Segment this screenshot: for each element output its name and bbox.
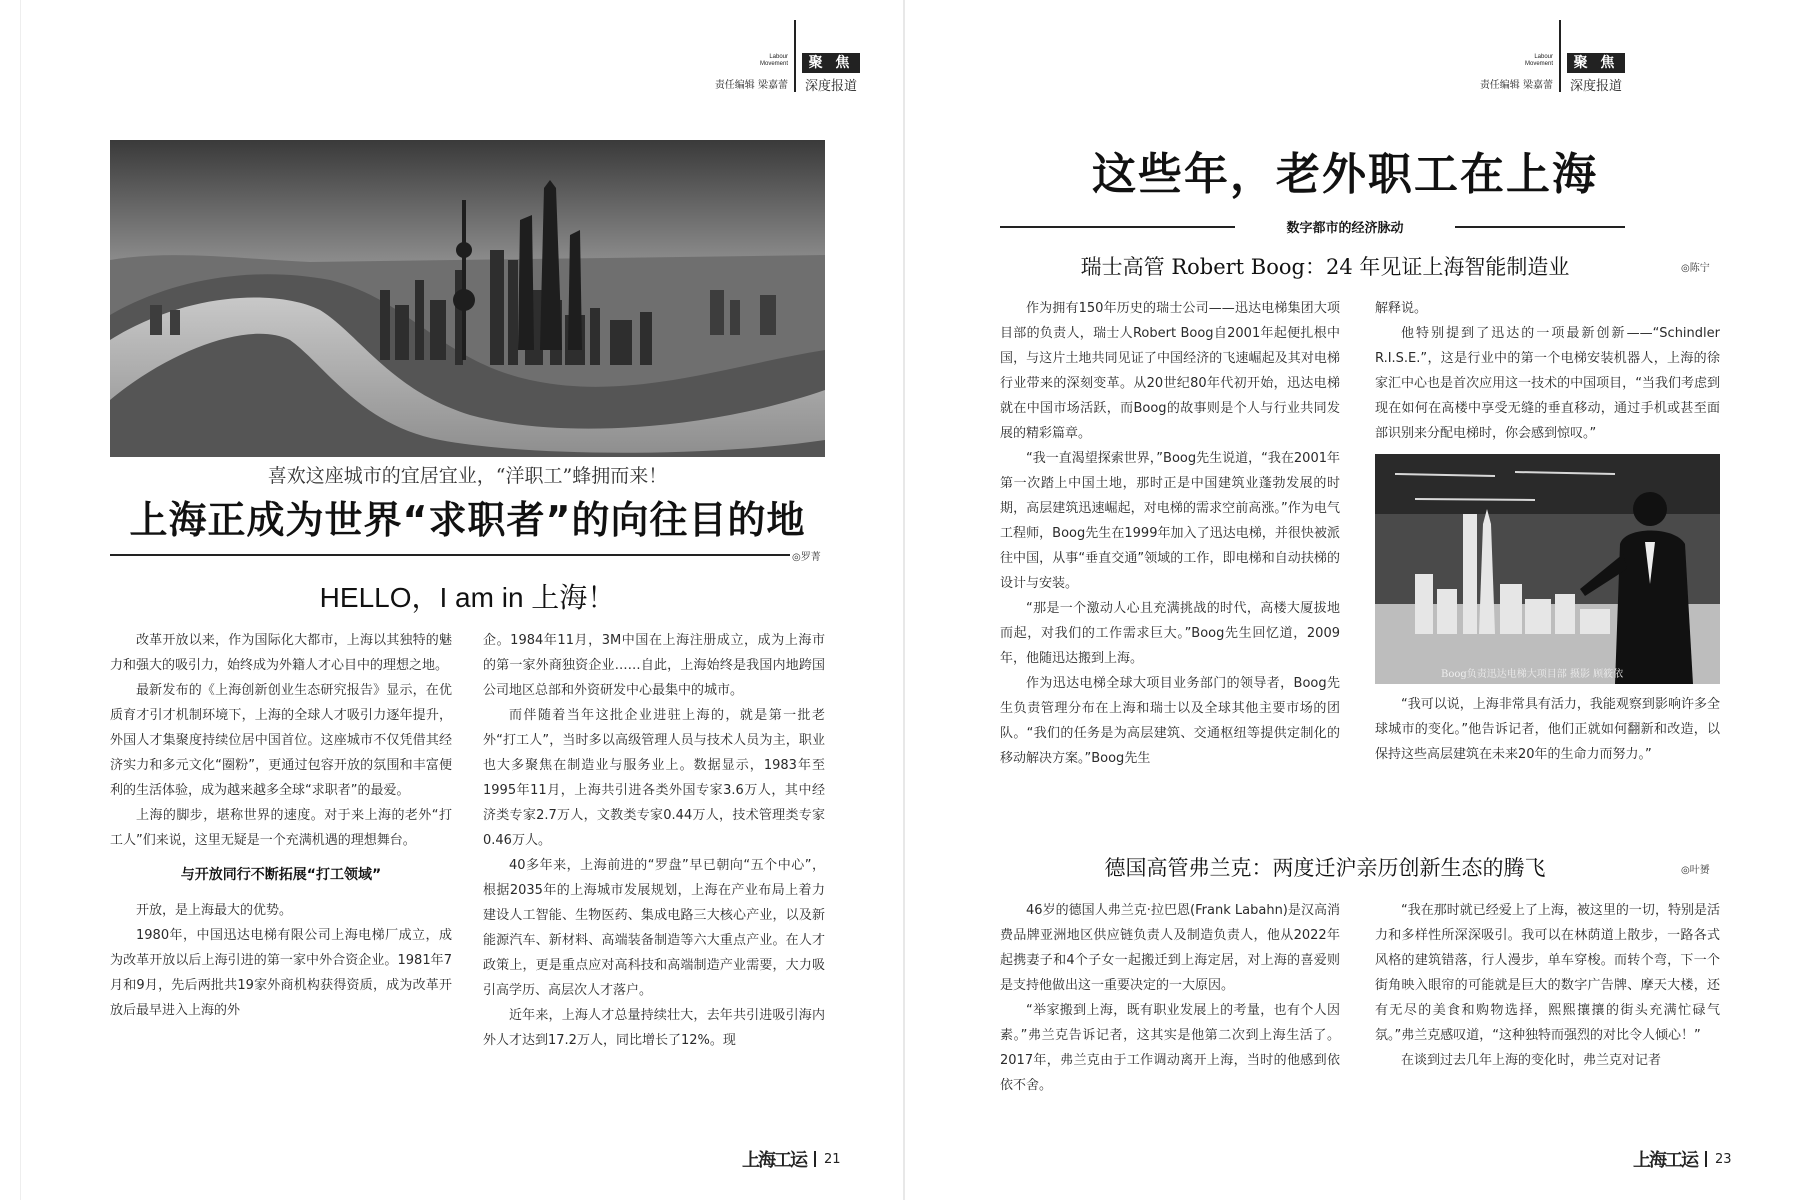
section-tag: 聚 焦 xyxy=(1567,53,1625,73)
paragraph: 上海的脚步，堪称世界的速度。对于来上海的老外“打工人”们来说，这里无疑是一个充满机遇的理想舞台。 xyxy=(110,808,452,848)
page-number: 23 xyxy=(1715,1151,1732,1167)
body-column-b xyxy=(1375,296,1720,767)
boog-photo xyxy=(1375,454,1720,684)
header-divider xyxy=(794,20,796,92)
paragraph: 1980年，中国迅达电梯有限公司上海电梯厂成立，成为改革开放以后上海引进的第一家中外合资企业。1981年7月和9月，先后两批共19家外商机构获得资质，成为改革开放后最早进入上海的外 xyxy=(110,928,452,1018)
article-subtitle: HELLO，I am in 上海！ xyxy=(319,582,616,613)
paragraph: 企。1984年11月，3M中国在上海注册成立，成为上海市的第一家外商独资企业……自此，上海始终是我国内地跨国公司地区总部和外资研发中心最集中的城市。 xyxy=(483,633,825,698)
body-column-a xyxy=(1000,296,1340,771)
header-divider xyxy=(1559,20,1561,92)
author-byline: ◎叶赟 xyxy=(1681,865,1710,876)
article-title: 上海正成为世界“求职者”的向往目的地 xyxy=(129,498,806,542)
paragraph: 解释说。 xyxy=(1375,301,1428,316)
paragraph: “我在那时就已经爱上了上海，被这里的一切，特别是活力和多样性所深深吸引。我可以在林荫道上散步，一路各式风格的建筑错落，行人漫步，单车穿梭。而转个弯，下一个街角映入眼帘的可能就是巨大的数字广告牌、摩天大楼，还有无尽的美食和购物选择，熙熙攘攘的街头充满忙碌气氛。”弗兰克感叹道，“这种独特而强烈的对比令人倾心！” xyxy=(1375,903,1720,1043)
header-en-label xyxy=(760,54,788,68)
paragraph: “那是一个激动人心且充满挑战的时代，高楼大厦拔地而起，对我们的工作需求巨大。”Boog先生回忆道，2009年，他随迅达搬到上海。 xyxy=(1000,601,1340,666)
body-column-b xyxy=(1375,898,1720,1073)
editor-label: 责任编辑 梁嘉蕾 xyxy=(714,80,788,91)
paragraph: 在谈到过去几年上海的变化时，弗兰克对记者 xyxy=(1401,1053,1662,1068)
body-column-2 xyxy=(483,628,825,1053)
page-number: 21 xyxy=(824,1151,841,1167)
paragraph: 作为迅达电梯全球大项目业务部门的领导者，Boog先生负责管理分布在上海和瑞士以及全球其他主要市场的团队。“我们的任务是为高层建筑、交通枢纽等提供定制化的移动解决方案。”Boog先生 xyxy=(1000,676,1340,766)
header-en-line-1: Labour xyxy=(769,54,788,60)
paragraph: “举家搬到上海，既有职业发展上的考量，也有个人因素。”弗兰克告诉记者，这其实是他第二次到上海生活了。2017年，弗兰克由于工作调动离开上海，当时的他感到依依不舍。 xyxy=(1000,1003,1340,1093)
paragraph: 40多年来，上海前进的“罗盘”早已朝向“五个中心”，根据2035年的上海城市发展规划，上海在产业布局上着力建设人工智能、生物医药、集成电路三大核心产业，以及新能源汽车、新材料、高端装备制造等六大重点产业。在人才政策上，更是重点应对高科技和高端制造产业需要，大力吸引高学历、高层次人才落户。 xyxy=(483,858,825,998)
magazine-logo: 上海工运 xyxy=(1633,1150,1697,1171)
series-label: 数字都市的经济脉动 xyxy=(1235,217,1455,236)
paragraph: 作为拥有150年历史的瑞士公司——迅达电梯集团大项目部的负责人，瑞士人Robert Boog自2001年起便扎根中国，与这片土地共同见证了中国经济的飞速崛起及其对电梯行业带来的深刻变革。从20世纪80年代初开始，迅达电梯就在中国市场活跃，而Boog的故事则是个人与行业共同发展的精彩篇章。 xyxy=(1000,301,1340,441)
page-footer xyxy=(1633,1146,1732,1172)
editor-label: 责任编辑 梁嘉蕾 xyxy=(1479,80,1553,91)
article-kicker: 喜欢这座城市的宜居宜业，“洋职工”蜂拥而来！ xyxy=(267,465,668,487)
section-heading: 德国高管弗兰克：两度迁沪亲历创新生态的腾飞 xyxy=(1104,856,1546,880)
paragraph: “我可以说，上海非常具有活力，我能观察到影响许多全球城市的变化。”他告诉记者，他们正就如何翻新和改造，以保持这些高层建筑在未来20年的生命力而努力。” xyxy=(1375,697,1720,762)
header-en-label xyxy=(1525,54,1553,68)
section-subtitle: 深度报道 xyxy=(1569,79,1622,94)
page-footer xyxy=(742,1146,841,1172)
body-column-1 xyxy=(110,628,452,1023)
page-title: 这些年，老外职工在上海 xyxy=(1092,149,1598,200)
page-edge xyxy=(20,0,21,1200)
photo-slot xyxy=(1375,454,1720,684)
footer-divider xyxy=(814,1151,816,1167)
skyline-illustration xyxy=(110,140,825,457)
office-model-illustration xyxy=(1375,454,1720,684)
shanghai-skyline-photo xyxy=(110,140,825,457)
paragraph: 46岁的德国人弗兰克·拉巴恩(Frank Labahn)是汉高消费品牌亚洲地区供应链负责人及制造负责人，他从2022年起携妻子和4个子女一起搬迁到上海定居，对上海的喜爱则是支持他做出这一重要决定的一大原因。 xyxy=(1000,903,1340,993)
section-subtitle: 深度报道 xyxy=(804,79,857,94)
photo-caption: Boog负责迅达电梯大项目部 摄影 顾筱依 xyxy=(1441,669,1624,680)
header-en-line-2: Movement xyxy=(1524,61,1553,67)
title-rule xyxy=(110,554,790,556)
paragraph: 开放，是上海最大的优势。 xyxy=(136,903,293,918)
section-heading: 与开放同行不断拓展“打工领域” xyxy=(180,867,382,883)
magazine-logo: 上海工运 xyxy=(742,1150,806,1171)
body-column-a xyxy=(1000,898,1340,1098)
paragraph: “我一直渴望探索世界，”Boog先生说道，“我在2001年第一次踏上中国土地，那时正是中国建筑业蓬勃发展的时期，高层建筑迅速崛起，对电梯的需求空前高涨。”作为电气工程师，Boog先生在1999年加入了迅达电梯，并很快被派往中国，从事“垂直交通”领域的工作，即电梯和自动扶梯的设计与安装。 xyxy=(1000,451,1340,591)
paragraph: 改革开放以来，作为国际化大都市，上海以其独特的魅力和强大的吸引力，始终成为外籍人才心目中的理想之地。 xyxy=(110,633,452,673)
footer-divider xyxy=(1705,1151,1707,1167)
section-tag: 聚 焦 xyxy=(802,53,860,73)
header-en-line-1: Labour xyxy=(1534,54,1553,60)
right-page xyxy=(905,0,1800,1200)
section-heading: 瑞士高管 Robert Boog：24 年见证上海智能制造业 xyxy=(1080,255,1570,279)
paragraph: 最新发布的《上海创新创业生态研究报告》显示，在优质育才引才机制环境下，上海的全球人才吸引力逐年提升，外国人才集聚度持续位居中国首位。这座城市不仅凭借其经济实力和多元文化“圈粉”，更通过包容开放的氛围和丰富便利的生活体验，成为越来越多全球“求职者”的最爱。 xyxy=(110,683,452,798)
author-byline: ◎罗菁 xyxy=(792,552,821,563)
paragraph: 他特别提到了迅达的一项最新创新——“Schindler R.I.S.E.”，这是行业中的第一个电梯安装机器人，上海的徐家汇中心也是首次应用这一技术的中国项目，“当我们考虑到现在如何在高楼中享受无缝的垂直移动，通过手机或甚至面部识别来分配电梯时，你会感到惊叹。” xyxy=(1375,326,1720,441)
paragraph: 近年来，上海人才总量持续壮大，去年共引进吸引海内外人才达到17.2万人，同比增长了12%。现 xyxy=(483,1008,825,1048)
author-byline: ◎陈宁 xyxy=(1681,263,1710,274)
paragraph: 而伴随着当年这批企业进驻上海的，就是第一批老外“打工人”，当时多以高级管理人员与技术人员为主，职业也大多聚焦在制造业与服务业上。数据显示，1983年至1995年11月，上海共引进各类外国专家3.6万人，其中经济类专家2.7万人，文教类专家0.44万人，技术管理类专家0.46万人。 xyxy=(483,708,825,848)
page-header xyxy=(680,20,860,92)
header-en-line-2: Movement xyxy=(759,61,788,67)
page-header xyxy=(1445,20,1625,92)
